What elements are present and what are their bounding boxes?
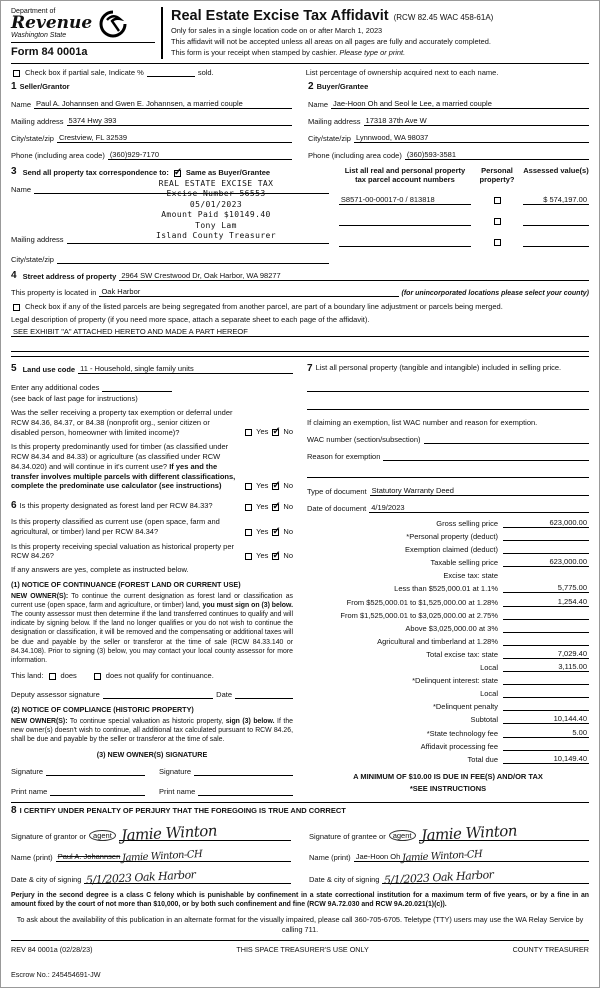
partial-percent-field[interactable]	[147, 67, 195, 77]
stamp-line-1: REAL ESTATE EXCISE TAX	[158, 179, 274, 188]
grantor-name-print-label: Name (print)	[11, 853, 53, 863]
tax-row-label: Total due	[467, 755, 498, 765]
additional-codes-field[interactable]	[102, 382, 172, 392]
parcel-number-value-1: S8571-00-00017-0 / 813818	[340, 195, 435, 204]
forest-yes-label: Yes	[256, 502, 269, 511]
tax-row-label: Subtotal	[470, 715, 498, 725]
grantee-signature-block	[309, 816, 589, 888]
located-in-field[interactable]	[99, 287, 398, 297]
grantor-signature-block	[11, 816, 291, 888]
legal-description-field[interactable]	[11, 327, 589, 337]
deputy-assessor-label: Deputy assessor signature	[11, 689, 100, 699]
tax-row-label: Agricultural and timberland at 1.28%	[377, 636, 498, 646]
grantor-date-city-field[interactable]	[84, 868, 291, 888]
escrow-number-value: 245454691-JW	[51, 969, 101, 979]
seller-csz-label: City/state/zip	[11, 134, 54, 143]
parcel-number-field-3[interactable]	[339, 237, 471, 247]
does-not-qualify-checkbox[interactable]	[94, 673, 101, 680]
ownership-note: List percentage of ownership acquired next to each name.	[305, 68, 499, 77]
form-header	[11, 7, 589, 59]
grantor-signature-label: Signature of grantor or	[11, 832, 87, 842]
escrow-number-label: Escrow No.:	[11, 969, 50, 979]
buyer-name-field[interactable]	[331, 99, 589, 109]
tax-row-label: *State technology fee	[426, 728, 498, 738]
forest-no-label: No	[283, 502, 293, 511]
buyer-mailing-value: 17318 37th Ave W	[365, 116, 427, 125]
seller-section-title: Seller/Grantor	[19, 82, 70, 91]
exemption-claimed-field[interactable]	[503, 544, 589, 554]
personal-property-intro: List all personal property (tangible and intangible) included in selling price.	[315, 363, 562, 372]
alternate-format-note: To ask about the availability of this publication in an alternate format for the visually impaired, please call 360-705-6705. Teletype (TTY) users may use the WA Relay Service by calling 711.	[16, 915, 584, 934]
exemption-reason-field-2[interactable]	[307, 469, 589, 478]
personal-property-deduct-field[interactable]	[503, 531, 589, 541]
tier2-tax-field[interactable]	[503, 597, 589, 607]
grantee-signature-label: Signature of grantee or	[309, 832, 386, 842]
treasurer-stamp	[106, 179, 326, 241]
tax-row-label: Gross selling price	[436, 519, 498, 528]
historic-no-label: No	[283, 551, 293, 560]
dept-name: Revenue	[11, 13, 93, 33]
rcw-reference: (RCW 82.45 WAC 458-61A)	[393, 13, 494, 22]
see-instructions-note: *SEE INSTRUCTIONS	[409, 784, 487, 794]
personal-property-list-field-1[interactable]	[307, 383, 589, 392]
tier1-tax-value: 5,775.00	[557, 583, 587, 593]
wac-number-field[interactable]	[424, 434, 589, 444]
current-use-no-checkbox[interactable]	[272, 529, 279, 536]
grantor-handwritten-name: Jamie Winton-CH	[122, 849, 203, 865]
notice1-body-c: The county assessor must then determine if the land transferred continues to qualify and will indicate by signing below. If the land no longer qualifies or you do not wish to continue the designation or classification, it will be removed and the compensating or additional taxes will be due and payable by the seller or transferor at the time of sale (RCW 84.33.140 or 84.34.108). Prior to signing (3) below, you may contact your local county assessor for more information.	[11, 611, 293, 664]
grantee-agent-word: agent	[389, 830, 416, 841]
forest-yes-checkbox[interactable]	[245, 504, 252, 511]
personal-property-checkbox-3[interactable]	[494, 239, 501, 246]
grantor-name-print-field[interactable]	[56, 849, 291, 865]
revision-number: REV 84 0001a (02/28/23)	[11, 944, 93, 954]
stamp-line-2: Excise Number 56553	[166, 189, 266, 199]
historic-yes-label: Yes	[256, 551, 269, 560]
same-as-buyer-checkbox[interactable]	[174, 170, 181, 177]
buyer-name-label: Name	[308, 100, 329, 109]
grantee-signature-field[interactable]	[419, 821, 590, 845]
tax-row-label: Affidavit processing fee	[420, 741, 498, 751]
owner-signature-label-1: Signature	[11, 767, 44, 777]
historic-property-question: Is this property receiving special valuation as historical property per RCW 84.26?	[11, 541, 235, 561]
land-use-section	[11, 363, 293, 796]
total-due-field[interactable]	[503, 754, 589, 764]
total-excise-state-value: 7,029.40	[557, 648, 587, 658]
owner-signature-field-2[interactable]	[194, 766, 293, 776]
located-in-label: This property is located in	[11, 288, 97, 297]
page-title: Real Estate Excise Tax Affidavit	[171, 8, 389, 24]
timber-question-text: Is this property predominantly used for timber (as classified under RCW 84.34 and 84.33) or agriculture (as classified under RCW 84.34.020) and will continue in it's current use?	[11, 442, 229, 471]
excise-tax-table	[307, 518, 589, 764]
exemption-reason-field[interactable]	[383, 451, 589, 461]
dept-state: Washington State	[11, 32, 67, 39]
property-location-section	[11, 270, 589, 352]
exemption-yes-label: Yes	[256, 427, 269, 437]
buyer-phone-value: (360)593-3581	[406, 150, 457, 159]
document-type-label: Type of document	[307, 487, 367, 496]
notice2-body-a: To continue special valuation as historic property,	[67, 717, 226, 725]
parcel-number-field-2[interactable]	[339, 216, 471, 226]
correspondence-heading: Send all property tax correspondence to:	[22, 168, 169, 177]
timber-yes-label: Yes	[256, 481, 269, 490]
deputy-date-label: Date	[216, 689, 232, 699]
grantee-date-city-label: Date & city of signing	[309, 875, 380, 885]
grantor-signature-field[interactable]	[119, 821, 291, 845]
buyer-csz-label: City/state/zip	[308, 134, 351, 143]
revenue-logo-icon	[98, 9, 128, 39]
local-tax-field[interactable]	[503, 662, 589, 672]
grantor-agent-word: agent	[89, 830, 116, 841]
tax-row-label: Excise tax: state	[443, 571, 498, 581]
owner-print-label-1: Print name	[11, 787, 48, 797]
personal-property-checkbox-2[interactable]	[494, 218, 501, 225]
land-use-code-value: 11 - Household, single family units	[80, 364, 194, 373]
tier1-tax-field[interactable]	[503, 583, 589, 593]
header-note-3-emphasis: Please type or print.	[339, 48, 406, 57]
correspondence-mailing-label: Mailing address	[11, 235, 64, 244]
tax-row-label: Total excise tax: state	[426, 649, 498, 659]
certification-statement: I CERTIFY UNDER PENALTY OF PERJURY THAT THE FOREGOING IS TRUE AND CORRECT	[19, 806, 346, 816]
land-use-code-label: Land use code	[22, 365, 76, 374]
buyer-phone-label: Phone (including area code)	[308, 151, 402, 160]
legal-description-value: SEE EXHIBIT "A" ATTACHED HERETO AND MADE A PART HEREOF	[13, 327, 248, 336]
seller-csz-field[interactable]	[57, 133, 292, 143]
buyer-section-title: Buyer/Grantee	[316, 82, 369, 91]
if-yes-note: If any answers are yes, complete as instructed below.	[11, 565, 189, 574]
assessed-value-1: $ 574,197.00	[543, 195, 587, 204]
correspondence-name-label: Name	[11, 185, 32, 194]
section6-number: 6	[11, 500, 17, 511]
current-use-question: Is this property classified as current use (open space, farm and agricultural, or timber) land per RCW 84.34?	[11, 517, 220, 536]
forest-no-checkbox[interactable]	[272, 504, 279, 511]
treasurer-use-only-label: THIS SPACE TREASURER'S USE ONLY	[236, 944, 369, 954]
notice1-lead: NEW OWNER(S):	[11, 593, 69, 600]
assessed-value-field-2[interactable]	[523, 216, 589, 226]
stamp-line-3: 05/01/2023	[189, 199, 243, 209]
timber-no-checkbox[interactable]	[272, 483, 279, 490]
segregated-parcel-checkbox[interactable]	[13, 304, 20, 311]
total-excise-state-field[interactable]	[503, 649, 589, 659]
seller-csz-value: Crestview, FL 32539	[58, 133, 128, 142]
exemption-no-label: No	[283, 427, 293, 437]
partial-sale-checkbox[interactable]	[13, 70, 20, 77]
does-not-label: does not qualify for continuance.	[105, 670, 214, 680]
correspondence-csz-field[interactable]	[57, 254, 329, 264]
minimum-due-note: A MINIMUM OF $10.00 IS DUE IN FEE(S) AND/OR TAX	[353, 772, 543, 782]
section8-number: 8	[11, 805, 17, 817]
grantee-name-print-label: Name (print)	[309, 853, 351, 863]
delinquent-penalty-field[interactable]	[503, 701, 589, 711]
personal-property-list-field-2[interactable]	[307, 401, 589, 410]
tier3-tax-field[interactable]	[503, 610, 589, 620]
exemption-reason-label: Reason for exemption	[307, 452, 381, 461]
buyer-csz-value: Lynnwood, WA 98037	[355, 133, 429, 142]
seller-phone-value: (360)929-7170	[109, 150, 160, 159]
document-date-label: Date of document	[307, 504, 367, 513]
header-divider	[11, 63, 589, 64]
exemption-deferral-question: Was the seller receiving a property tax exemption or deferral under RCW 84.36, 84.37, or 84.38 (nonprofit org., senior citizen or disabled person, homeowner with limited income)?	[11, 408, 233, 437]
dept-prefix: Department of	[11, 8, 56, 15]
current-use-yes-label: Yes	[256, 526, 269, 536]
parcel-number-field-1[interactable]	[339, 195, 471, 205]
seller-mailing-field[interactable]	[67, 116, 292, 126]
timber-question-bold: If yes and the transfer involves multiple parcels with different classifications, complete the predominate use calculator (see instructions)	[11, 461, 236, 491]
state-technology-fee-value: 5.00	[572, 727, 587, 737]
exemption-no-checkbox[interactable]	[272, 429, 279, 436]
owner-print-field-2[interactable]	[198, 786, 293, 796]
tax-row-label: From $525,000.01 to $1,525,000.00 at 1.28%	[346, 597, 498, 607]
seller-mailing-value: 5374 Hwy 393	[68, 116, 117, 125]
seller-phone-label: Phone (including area code)	[11, 151, 105, 160]
form-number: Form 84 0001a	[11, 42, 155, 58]
partial-sold-label: sold.	[197, 68, 214, 77]
taxable-selling-price-field[interactable]	[503, 557, 589, 567]
grantee-handwritten-name: Jamie Winton-CH	[402, 849, 483, 865]
current-use-yes-checkbox[interactable]	[245, 529, 252, 536]
located-in-value: Oak Harbor	[101, 287, 141, 296]
buyer-phone-field[interactable]	[405, 150, 589, 160]
owner-signature-label-2: Signature	[159, 767, 192, 777]
certification-section	[11, 805, 589, 888]
legal-description-field-2[interactable]	[11, 343, 589, 352]
tax-row-label: Taxable selling price	[430, 558, 498, 568]
stamp-line-6: Island County Treasurer	[156, 230, 276, 240]
tax-row-label: Less than $525,000.01 at 1.1%	[394, 584, 498, 594]
parcel-row-2	[339, 216, 589, 226]
buyer-csz-field[interactable]	[354, 133, 589, 143]
grantor-signature-handwriting: Jamie Winton	[120, 821, 218, 845]
header-note-1: Only for sales in a single location code on or after March 1, 2023	[171, 26, 383, 35]
grantee-printed-name: Jae-Hoon Oh	[355, 852, 401, 862]
tier2-tax-value: 1,254.40	[557, 596, 587, 606]
seller-name-value: Paul A. Johannsen and Gwen E. Johannsen, a married couple	[36, 99, 243, 108]
tax-row-label: *Delinquent penalty	[432, 701, 498, 711]
notice-compliance-title: (2) NOTICE OF COMPLIANCE (HISTORIC PROPERTY)	[11, 704, 194, 714]
segregated-parcel-label: Check box if any of the listed parcels are being segregated from another parcel, are part of a boundary line adjustment or parcels being merged.	[25, 302, 503, 311]
deputy-date-field[interactable]	[235, 689, 293, 699]
grantor-date-city-handwriting: 5/1/2023 Oak Harbor	[86, 868, 197, 888]
header-note-3: This form is your receipt when stamped by cashier.	[171, 48, 340, 57]
agricultural-tax-field[interactable]	[503, 636, 589, 646]
state-technology-fee-field[interactable]	[503, 728, 589, 738]
parcel-row-3	[339, 237, 589, 247]
section5-number: 5	[11, 363, 17, 374]
delinquent-interest-state-field[interactable]	[503, 676, 589, 686]
tax-row-label: *Personal property (deduct)	[406, 531, 498, 541]
parcel-row-1	[339, 195, 589, 205]
document-type-field[interactable]	[370, 486, 589, 496]
notice1-body-bold: you must sign on (3) below.	[202, 602, 293, 610]
stamp-line-4: Amount Paid $10149.40	[161, 210, 271, 220]
street-address-field[interactable]	[119, 271, 589, 281]
section7-number: 7	[307, 363, 313, 374]
timber-yes-checkbox[interactable]	[245, 483, 252, 490]
tax-row-label: Local	[480, 663, 498, 673]
assessed-value-column-header: Assessed value(s)	[523, 166, 589, 175]
stamp-line-5: Tony Lam	[195, 220, 237, 230]
forest-land-question: Is this property designated as forest land per RCW 84.33?	[19, 501, 213, 510]
historic-no-checkbox[interactable]	[272, 553, 279, 560]
same-as-buyer-label: Same as Buyer/Grantee	[185, 168, 271, 177]
subtotal-field[interactable]	[503, 714, 589, 724]
exemption-yes-checkbox[interactable]	[245, 429, 252, 436]
current-use-no-label: No	[283, 526, 293, 536]
grantee-date-city-handwriting: 5/1/2023 Oak Harbor	[384, 868, 495, 888]
delinquent-interest-local-field[interactable]	[503, 689, 589, 699]
tax-row-label: *Delinquent interest: state	[412, 676, 498, 686]
taxable-selling-price-value: 623,000.00	[549, 557, 587, 567]
wac-number-label: WAC number (section/subsection)	[307, 435, 421, 444]
legal-description-label: Legal description of property (if you need more space, attach a separate sheet to each page of the affidavit).	[11, 315, 370, 324]
grantor-date-city-label: Date & city of signing	[11, 875, 82, 885]
grantee-date-city-field[interactable]	[382, 868, 589, 888]
notice2-body-bold: sign (3) below.	[225, 717, 275, 725]
document-type-value: Statutory Warranty Deed	[371, 486, 454, 495]
gross-selling-price-field[interactable]	[503, 518, 589, 528]
additional-codes-label: Enter any additional codes	[11, 383, 100, 392]
historic-yes-checkbox[interactable]	[245, 553, 252, 560]
seller-name-field[interactable]	[34, 99, 292, 109]
buyer-mailing-field[interactable]	[364, 116, 589, 126]
tax-correspondence-section	[11, 166, 589, 264]
grantee-name-print-field[interactable]	[354, 849, 589, 865]
owner-print-label-2: Print name	[159, 787, 196, 797]
notice1-body-a: To continue the current designation as forest land or classification as current use (open space, farm and agriculture, or timber) land,	[11, 593, 293, 610]
seller-mailing-label: Mailing address	[11, 117, 64, 126]
tax-row-label: Local	[480, 689, 498, 699]
notice2-body-c: If the new owner(s) doesn't wish to continue, all additional tax calculated pursuant to RCW 84.26, shall be due and payable by the seller or transferor at the time of sale.	[11, 717, 293, 744]
timber-no-label: No	[283, 481, 293, 490]
notice2-lead: NEW OWNER(S):	[11, 717, 68, 725]
parcel-column-header: List all real and personal property tax parcel account numbers	[344, 166, 466, 184]
exemption-claim-note: If claiming an exemption, list WAC number and reason for exemption.	[307, 418, 538, 427]
owner-print-field-1[interactable]	[50, 786, 145, 796]
new-owner-signature-title: (3) NEW OWNER(S) SIGNATURE	[96, 750, 208, 760]
document-date-field[interactable]	[369, 503, 589, 513]
grantor-printed-name: Paul A. Johannsen	[57, 852, 121, 862]
this-land-label: This land:	[11, 670, 44, 680]
owner-signature-field-1[interactable]	[46, 766, 145, 776]
header-note-2: This affidavit will not be accepted unless all areas on all pages are fully and accurately completed.	[171, 37, 491, 46]
tax-row-label: Above $3,025,000.00 at 3%	[405, 623, 498, 633]
subtotal-value: 10,144.40	[553, 714, 587, 724]
seller-name-label: Name	[11, 100, 32, 109]
correspondence-csz-label: City/state/zip	[11, 255, 54, 264]
seller-section-number: 1	[11, 81, 17, 92]
tier4-tax-field[interactable]	[503, 623, 589, 633]
county-note: (for unincorporated locations please select your county)	[401, 290, 589, 297]
county-treasurer-label: COUNTY TREASURER	[512, 944, 589, 954]
forest-land-section	[11, 499, 293, 512]
buyer-mailing-label: Mailing address	[308, 117, 361, 126]
gross-selling-price-value: 623,000.00	[549, 518, 587, 527]
parcel-table	[339, 166, 589, 264]
local-tax-value: 3,115.00	[558, 662, 587, 672]
buyer-section	[308, 81, 589, 160]
additional-codes-note: (see back of last page for instructions)	[11, 394, 138, 403]
buyer-section-number: 2	[308, 81, 314, 92]
document-date-value: 4/19/2023	[371, 503, 405, 512]
personal-property-checkbox-1[interactable]	[494, 197, 501, 204]
assessed-value-field-3[interactable]	[523, 237, 589, 247]
notice-continuance-title: (1) NOTICE OF CONTINUANCE (FOREST LAND OR CURRENT USE)	[11, 580, 241, 589]
total-due-value: 10,149.40	[553, 754, 587, 764]
section4-number: 4	[11, 270, 17, 281]
perjury-statement: Perjury in the second degree is a class C felony which is punishable by confinement in a state correctional institution for a maximum term of five years, or by a fine in an amount fixed by the court of not more than $10,000, or by both such confinement and fine (RCW 9A.72.030 and RCW 9A.20.021(1)(c)).	[11, 892, 589, 909]
tax-row-label: From $1,525,000.01 to $3,025,000.00 at 2.75%	[340, 610, 498, 620]
tax-row-label: Exemption claimed (deduct)	[405, 544, 498, 554]
grantee-signature-handwriting: Jamie Winton	[420, 821, 517, 845]
assessed-value-field-1[interactable]	[523, 195, 589, 205]
street-address-value: 2964 SW Crestwood Dr, Oak Harbor, WA 98277	[121, 271, 281, 280]
buyer-name-value: Jae-Hoon Oh and Seol le Lee, a married couple	[333, 99, 492, 108]
seller-section	[11, 81, 292, 160]
does-label: does	[60, 670, 77, 680]
deputy-assessor-signature-field[interactable]	[103, 689, 213, 699]
seller-phone-field[interactable]	[108, 150, 292, 160]
personal-property-column-header: Personal property?	[479, 166, 515, 184]
street-address-label: Street address of property	[22, 272, 117, 281]
affidavit-processing-fee-field[interactable]	[503, 741, 589, 751]
section3-number: 3	[11, 166, 17, 177]
selling-price-section	[307, 363, 589, 796]
partial-sale-label: Check box if partial sale, Indicate %	[25, 68, 144, 77]
does-qualify-checkbox[interactable]	[49, 673, 56, 680]
excise-tax-state-header	[503, 571, 589, 581]
land-use-code-field[interactable]	[78, 364, 293, 374]
